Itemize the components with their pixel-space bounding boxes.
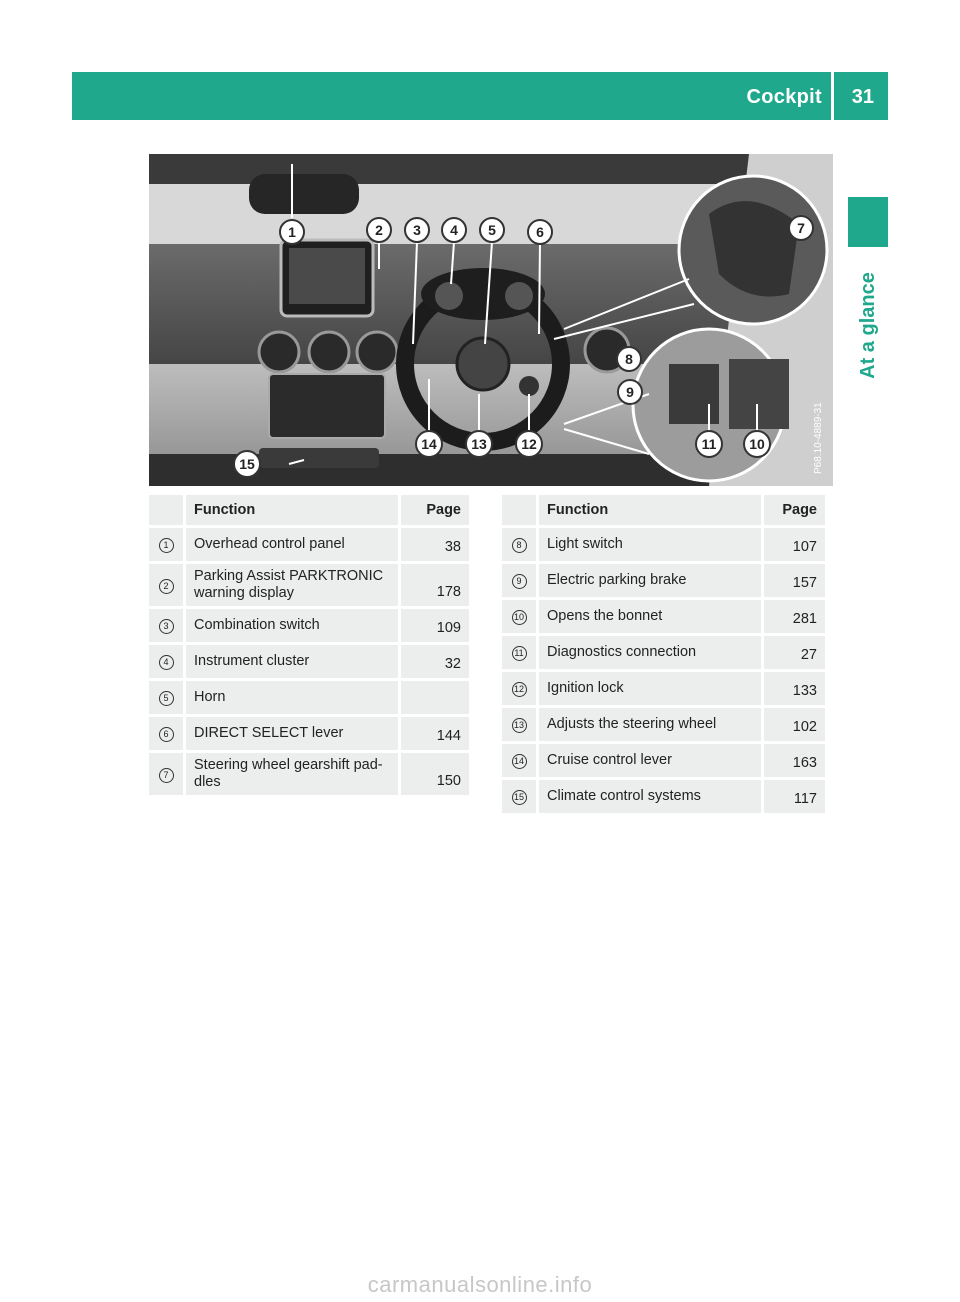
- row-function: DIRECT SELECT lever: [186, 717, 398, 753]
- table-row: [149, 753, 469, 798]
- callout-12: [516, 431, 542, 457]
- row-number: [502, 744, 539, 780]
- watermark: carmanualsonline.info: [367, 1272, 593, 1297]
- svg-text:13: 13: [471, 436, 487, 452]
- col-page-header: Page: [761, 495, 825, 528]
- row-function: Diagnostics connection: [539, 636, 761, 672]
- function-table-right: [502, 495, 825, 816]
- row-function: Adjusts the steering wheel: [539, 708, 761, 744]
- svg-text:12: 12: [521, 436, 537, 452]
- row-page: 150: [398, 753, 469, 798]
- row-number-badge: 15: [512, 790, 527, 805]
- row-number-badge: 12: [512, 682, 527, 697]
- svg-text:3: 3: [413, 222, 421, 238]
- row-page: 281: [761, 600, 825, 636]
- row-page: 38: [398, 528, 469, 564]
- svg-text:1: 1: [288, 224, 296, 240]
- callout-6: [528, 220, 552, 244]
- row-number-badge: 2: [159, 579, 174, 594]
- col-number-header: [149, 495, 186, 528]
- row-function: Climate control systems: [539, 780, 761, 816]
- row-number-badge: 8: [512, 538, 527, 553]
- svg-text:10: 10: [749, 436, 765, 452]
- callout-1: [280, 220, 304, 244]
- row-number-badge: 1: [159, 538, 174, 553]
- callout-3: [405, 218, 429, 242]
- row-number-badge: 3: [159, 619, 174, 634]
- col-number-header: [502, 495, 539, 528]
- col-page-header: Page: [398, 495, 469, 528]
- svg-text:8: 8: [625, 351, 633, 367]
- row-number-badge: 6: [159, 727, 174, 742]
- row-function: Overhead control panel: [186, 528, 398, 564]
- row-number: [502, 672, 539, 708]
- photo-ref-code: P68.10-4889-31: [813, 402, 824, 474]
- table-row: [502, 528, 825, 564]
- svg-text:15: 15: [239, 456, 255, 472]
- table-row: [502, 672, 825, 708]
- row-function: Combination switch: [186, 609, 398, 645]
- callout-4: [442, 218, 466, 242]
- callout-9: [618, 380, 642, 404]
- svg-text:9: 9: [626, 384, 634, 400]
- chapter-label-text: At a glance: [856, 271, 879, 379]
- callout-5: [480, 218, 504, 242]
- row-page: 117: [761, 780, 825, 816]
- callout-8: [617, 347, 641, 371]
- row-function: Steering wheel gearshift pad- dles: [186, 753, 398, 798]
- svg-text:11: 11: [701, 436, 717, 452]
- table-row: [149, 717, 469, 753]
- row-number: [502, 636, 539, 672]
- row-function: Cruise control lever: [539, 744, 761, 780]
- row-page: [398, 681, 469, 717]
- callout-7: [789, 216, 813, 240]
- table-row: [502, 780, 825, 816]
- function-table-left: [149, 495, 469, 798]
- callout-15: [234, 451, 260, 477]
- row-page: 178: [398, 564, 469, 609]
- row-number: [149, 681, 186, 717]
- table-row: [502, 564, 825, 600]
- row-page: 102: [761, 708, 825, 744]
- row-number: [502, 600, 539, 636]
- row-number: [149, 564, 186, 609]
- row-function: Ignition lock: [539, 672, 761, 708]
- row-function: Parking Assist PARKTRONIC warning display: [186, 564, 398, 609]
- row-function: Horn: [186, 681, 398, 717]
- table-row: [149, 609, 469, 645]
- table-row: [149, 681, 469, 717]
- col-function-header: Function: [186, 495, 398, 528]
- row-number: [149, 528, 186, 564]
- row-number: [149, 645, 186, 681]
- callout-10: [744, 431, 770, 457]
- table-header-row: [502, 495, 825, 528]
- cockpit-photo: [149, 154, 833, 486]
- table-row: [149, 645, 469, 681]
- row-number: [502, 528, 539, 564]
- row-number: [502, 780, 539, 816]
- row-page: 163: [761, 744, 825, 780]
- table-row: [502, 636, 825, 672]
- row-number-badge: 7: [159, 768, 174, 783]
- table-row: [149, 564, 469, 609]
- row-page: 109: [398, 609, 469, 645]
- row-number-badge: 9: [512, 574, 527, 589]
- row-number-badge: 14: [512, 754, 527, 769]
- row-page: 32: [398, 645, 469, 681]
- row-number: [502, 564, 539, 600]
- row-number-badge: 11: [512, 646, 527, 661]
- svg-text:7: 7: [797, 220, 805, 236]
- row-number-badge: 13: [512, 718, 527, 733]
- row-page: 144: [398, 717, 469, 753]
- row-number: [149, 753, 186, 798]
- row-page: 133: [761, 672, 825, 708]
- header-bar: [72, 72, 888, 120]
- row-number-badge: 10: [512, 610, 527, 625]
- chapter-label: [848, 250, 888, 400]
- header-divider: [831, 72, 834, 120]
- callout-2: [367, 218, 391, 242]
- table-row: [149, 528, 469, 564]
- svg-text:6: 6: [536, 224, 544, 240]
- row-function: Opens the bonnet: [539, 600, 761, 636]
- row-function: Light switch: [539, 528, 761, 564]
- row-page: 107: [761, 528, 825, 564]
- row-page: 27: [761, 636, 825, 672]
- row-number: [149, 717, 186, 753]
- row-page: 157: [761, 564, 825, 600]
- table-row: [502, 708, 825, 744]
- row-number: [502, 708, 539, 744]
- svg-text:4: 4: [450, 222, 458, 238]
- svg-text:14: 14: [421, 436, 437, 452]
- table-row: [502, 600, 825, 636]
- row-number-badge: 4: [159, 655, 174, 670]
- row-function: Instrument cluster: [186, 645, 398, 681]
- page-number: 31: [851, 86, 874, 108]
- row-number-badge: 5: [159, 691, 174, 706]
- callout-14: [416, 431, 442, 457]
- row-function: Electric parking brake: [539, 564, 761, 600]
- callout-13: [466, 431, 492, 457]
- svg-text:2: 2: [375, 222, 383, 238]
- section-title: Cockpit: [746, 86, 822, 108]
- callout-11: [696, 431, 722, 457]
- row-number: [149, 609, 186, 645]
- cockpit-illustration: [149, 154, 833, 486]
- svg-text:5: 5: [488, 222, 496, 238]
- table-header-row: [149, 495, 469, 528]
- col-function-header: Function: [539, 495, 761, 528]
- table-row: [502, 744, 825, 780]
- chapter-tab: [848, 197, 888, 247]
